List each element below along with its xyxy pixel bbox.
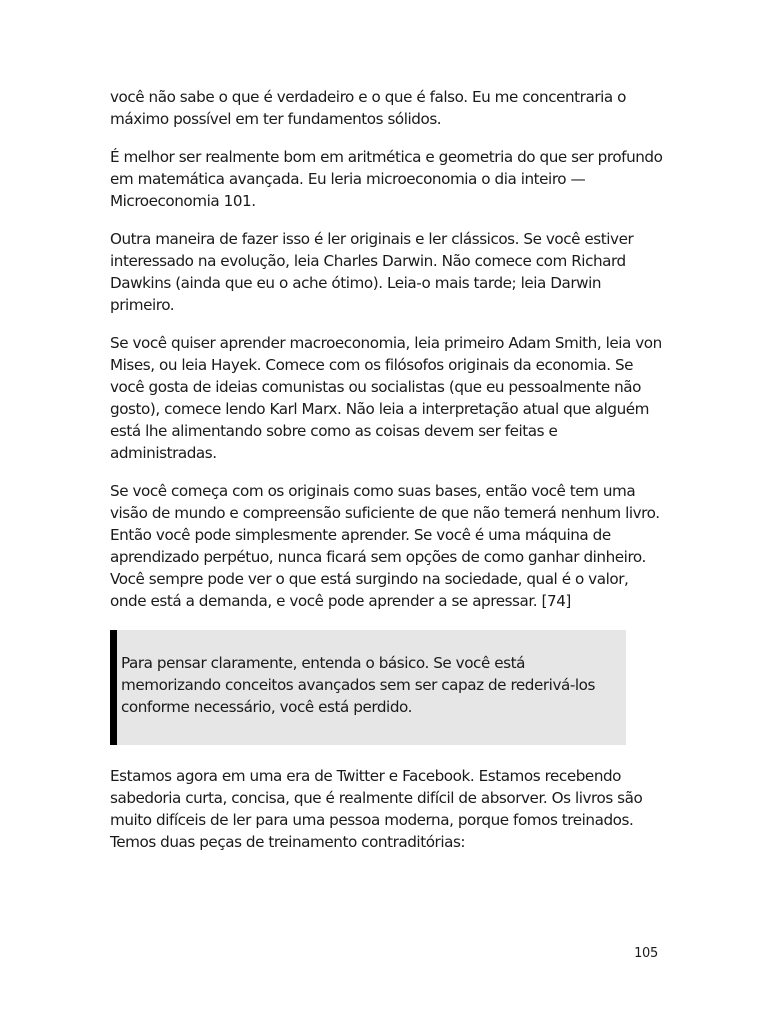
page-number: 105 bbox=[634, 946, 658, 961]
body-paragraph: Se você começa com os originais como suas bases, então você tem uma visão de mundo e compreensão suficiente de que não temerá nenhum livro. Então você pode simplesmente aprender. Se você é uma máquina de aprendizado perpétuo, nunca ficará sem opções de como ganhar dinheiro. Você sempre pode ver o que está surgindo na sociedade, qual é o valor, onde está a demanda, e você pode aprender a se apressar. [74] bbox=[110, 482, 660, 610]
body-paragraph: Estamos agora em uma era de Twitter e Facebook. Estamos recebendo sabedoria curta, concisa, que é realmente difícil de absorver. Os livros são muito difíceis de ler para uma pessoa moderna, porque fomos treinados. Temos duas peças de treinamento contraditórias: bbox=[110, 767, 643, 851]
pull-quote-text: Para pensar claramente, entenda o básico. Se você está memorizando conceitos avançados sem ser capaz de rederivá-los conforme necessário, você está perdido. bbox=[121, 654, 595, 716]
page-body bbox=[110, 86, 666, 869]
body-paragraph: você não sabe o que é verdadeiro e o que é falso. Eu me concentraria o máximo possível em ter fundamentos sólidos. bbox=[110, 88, 626, 128]
body-paragraph: Se você quiser aprender macroeconomia, leia primeiro Adam Smith, leia von Mises, ou leia Hayek. Comece com os filósofos originais da economia. Se você gosta de ideias comunistas ou socialistas (que eu pessoalmente não gosto), comece lendo Karl Marx. Não leia a interpretação atual que alguém está lhe alimentando sobre como as coisas devem ser feitas e administradas. bbox=[110, 334, 662, 462]
body-paragraph: Outra maneira de fazer isso é ler originais e ler clássicos. Se você estiver interessado na evolução, leia Charles Darwin. Não comece com Richard Dawkins (ainda que eu o ache ótimo). Leia-o mais tarde; leia Darwin primeiro. bbox=[110, 230, 634, 314]
body-paragraph: É melhor ser realmente bom em aritmética e geometria do que ser profundo em matemática avançada. Eu leria microeconomia o dia inteiro — Microeconomia 101. bbox=[110, 148, 663, 210]
pull-quote-box bbox=[110, 630, 626, 745]
